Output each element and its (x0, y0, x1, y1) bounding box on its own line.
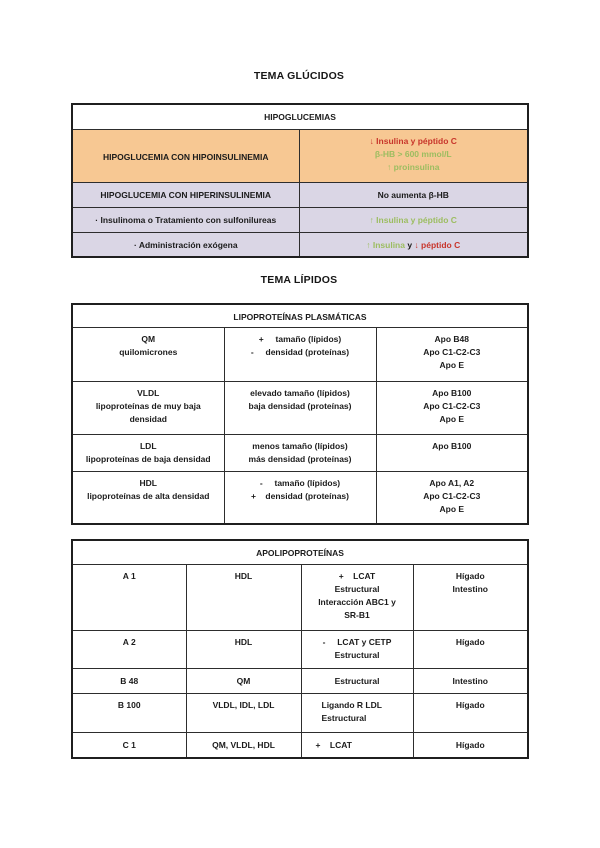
insulinoma-label-cell: · Insulinoma o Tratamiento con sulfonilureas (72, 207, 299, 232)
apolipoproteinas-header-cell: APOLIPOPROTEÍNAS (72, 540, 528, 564)
table-row (72, 207, 528, 232)
peptido-down-text: ↓ péptido C (414, 239, 461, 250)
cell-line: Apo C1-C2-C3 (423, 346, 481, 357)
vldl-apo-cell (376, 381, 528, 434)
cell-line: Estructural (334, 649, 380, 660)
cell-line: + LCAT (338, 570, 376, 581)
cell-line: Ligando R LDL (321, 699, 382, 710)
cell-line: Estructural (334, 583, 380, 594)
c1-name-cell: C 1 (72, 732, 186, 758)
cell-line: Apo B48 (434, 333, 469, 344)
cell-line: Apo C1-C2-C3 (423, 490, 481, 501)
b48-origin-cell (413, 668, 528, 693)
cell-line: + tamaño (lípidos) (258, 333, 342, 344)
cell-line: Apo B100 (432, 387, 472, 398)
cell-line: menos tamaño (lípidos) (252, 440, 348, 451)
qm-name-cell (72, 327, 224, 381)
table-header-row (72, 104, 528, 129)
c1-lipoprotein-cell: QM, VLDL, HDL (186, 732, 301, 758)
hdl-properties-cell (224, 471, 376, 524)
cell-line: Hígado (455, 739, 485, 750)
hipoinsulinemia-values-cell (299, 129, 528, 182)
page-content (71, 0, 527, 848)
cell-line: - tamaño (lípidos) (259, 477, 341, 488)
table-row-b100 (72, 693, 528, 732)
table-row-hdl (72, 471, 528, 524)
qm-properties-cell (224, 327, 376, 381)
cell-line: densidad (129, 413, 167, 424)
cell-line: VLDL (137, 387, 160, 398)
a1-name-cell: A 1 (72, 564, 186, 630)
vldl-name-cell (72, 381, 224, 434)
cell-line: - densidad (proteínas) (250, 346, 350, 357)
a2-name-cell: A 2 (72, 630, 186, 668)
cell-line: Hígado (455, 636, 485, 647)
cell-line: Estructural (321, 712, 367, 723)
a1-origin-cell (413, 564, 528, 630)
cell-line: Hígado (455, 699, 485, 710)
cell-line: más densidad (proteínas) (248, 453, 352, 464)
proinsulina-up-text: ↑ proinsulina (387, 161, 440, 172)
hipoglucemias-header-cell: HIPOGLUCEMIAS (72, 104, 528, 129)
section-title-glucidos: TEMA GLÚCIDOS (253, 70, 345, 82)
table-header-row (72, 540, 528, 564)
a1-lipoprotein-cell: HDL (186, 564, 301, 630)
hiperinsulinemia-value-cell: No aumenta β-HB (299, 182, 528, 207)
insulinoma-value-cell: ↑ Insulina y péptido C (299, 207, 528, 232)
hdl-apo-cell (376, 471, 528, 524)
table-row-a1 (72, 564, 528, 630)
cell-line: HDL (139, 477, 157, 488)
lipoproteinas-table (71, 303, 529, 525)
c1-function-cell (301, 732, 413, 758)
administracion-exogena-value-cell (299, 232, 528, 257)
y-conjunction-text: y (407, 239, 415, 250)
ldl-apo-cell (376, 434, 528, 471)
cell-line: SR-B1 (344, 609, 370, 620)
cell-line: baja densidad (proteínas) (248, 400, 352, 411)
insulina-up-text: ↑ Insulina (366, 239, 408, 250)
table-row (72, 182, 528, 207)
hipoglucemias-table (71, 103, 529, 258)
bhb-level-text: β-HB > 600 mmol/L (374, 148, 452, 159)
cell-line: Intestino (452, 583, 488, 594)
cell-line: Apo B100 (432, 440, 472, 451)
c1-origin-cell (413, 732, 528, 758)
section-title-lipidos: TEMA LÍPIDOS (260, 274, 338, 286)
insulina-peptido-down-text: ↓ Insulina y péptido C (369, 135, 457, 146)
b48-function-cell (301, 668, 413, 693)
hipoinsulinemia-label-cell: HIPOGLUCEMIA CON HIPOINSULINEMIA (72, 129, 299, 182)
table-row (72, 232, 528, 257)
cell-line: Apo C1-C2-C3 (423, 400, 481, 411)
cell-line: Estructural (334, 675, 380, 686)
table-row-a2 (72, 630, 528, 668)
b100-origin-cell (413, 693, 528, 732)
table-row-b48 (72, 668, 528, 693)
a1-function-cell (301, 564, 413, 630)
cell-line: LDL (139, 440, 157, 451)
cell-line: lipoproteínas de alta densidad (87, 490, 210, 501)
cell-line: lipoproteínas de baja densidad (85, 453, 211, 464)
cell-line: lipoproteínas de muy baja (95, 400, 201, 411)
b48-name-cell: B 48 (72, 668, 186, 693)
cell-line: QM (141, 333, 156, 344)
administracion-exogena-label-cell: · Administración exógena (72, 232, 299, 257)
b100-lipoprotein-cell: VLDL, IDL, LDL (186, 693, 301, 732)
cell-line: Intestino (452, 675, 488, 686)
table-row-ldl (72, 434, 528, 471)
table-row (72, 129, 528, 182)
cell-line: + densidad (proteínas) (250, 490, 349, 501)
cell-line: + LCAT (315, 739, 352, 750)
a2-origin-cell (413, 630, 528, 668)
b100-name-cell: B 100 (72, 693, 186, 732)
ldl-name-cell (72, 434, 224, 471)
table-row-vldl (72, 381, 528, 434)
cell-line: Apo E (439, 413, 465, 424)
cell-line: - LCAT y CETP (322, 636, 392, 647)
hiperinsulinemia-label-cell: HIPOGLUCEMIA CON HIPERINSULINEMIA (72, 182, 299, 207)
table-row-c1 (72, 732, 528, 758)
cell-line: Apo E (439, 359, 465, 370)
vldl-properties-cell (224, 381, 376, 434)
hdl-name-cell (72, 471, 224, 524)
qm-apo-cell (376, 327, 528, 381)
a2-lipoprotein-cell: HDL (186, 630, 301, 668)
cell-line: Hígado (455, 570, 485, 581)
cell-line: Apo A1, A2 (429, 477, 475, 488)
cell-line: elevado tamaño (lípidos) (250, 387, 350, 398)
table-row-qm (72, 327, 528, 381)
a2-function-cell (301, 630, 413, 668)
b100-function-cell (301, 693, 413, 732)
ldl-properties-cell (224, 434, 376, 471)
table-header-row (72, 304, 528, 327)
cell-line: quilomicrones (119, 346, 178, 357)
cell-line: Interacción ABC1 y (318, 596, 396, 607)
apolipoproteinas-table (71, 539, 529, 759)
cell-line: Apo E (439, 503, 465, 514)
lipoproteinas-header-cell: LIPOPROTEÍNAS PLASMÁTICAS (72, 304, 528, 327)
b48-lipoprotein-cell: QM (186, 668, 301, 693)
